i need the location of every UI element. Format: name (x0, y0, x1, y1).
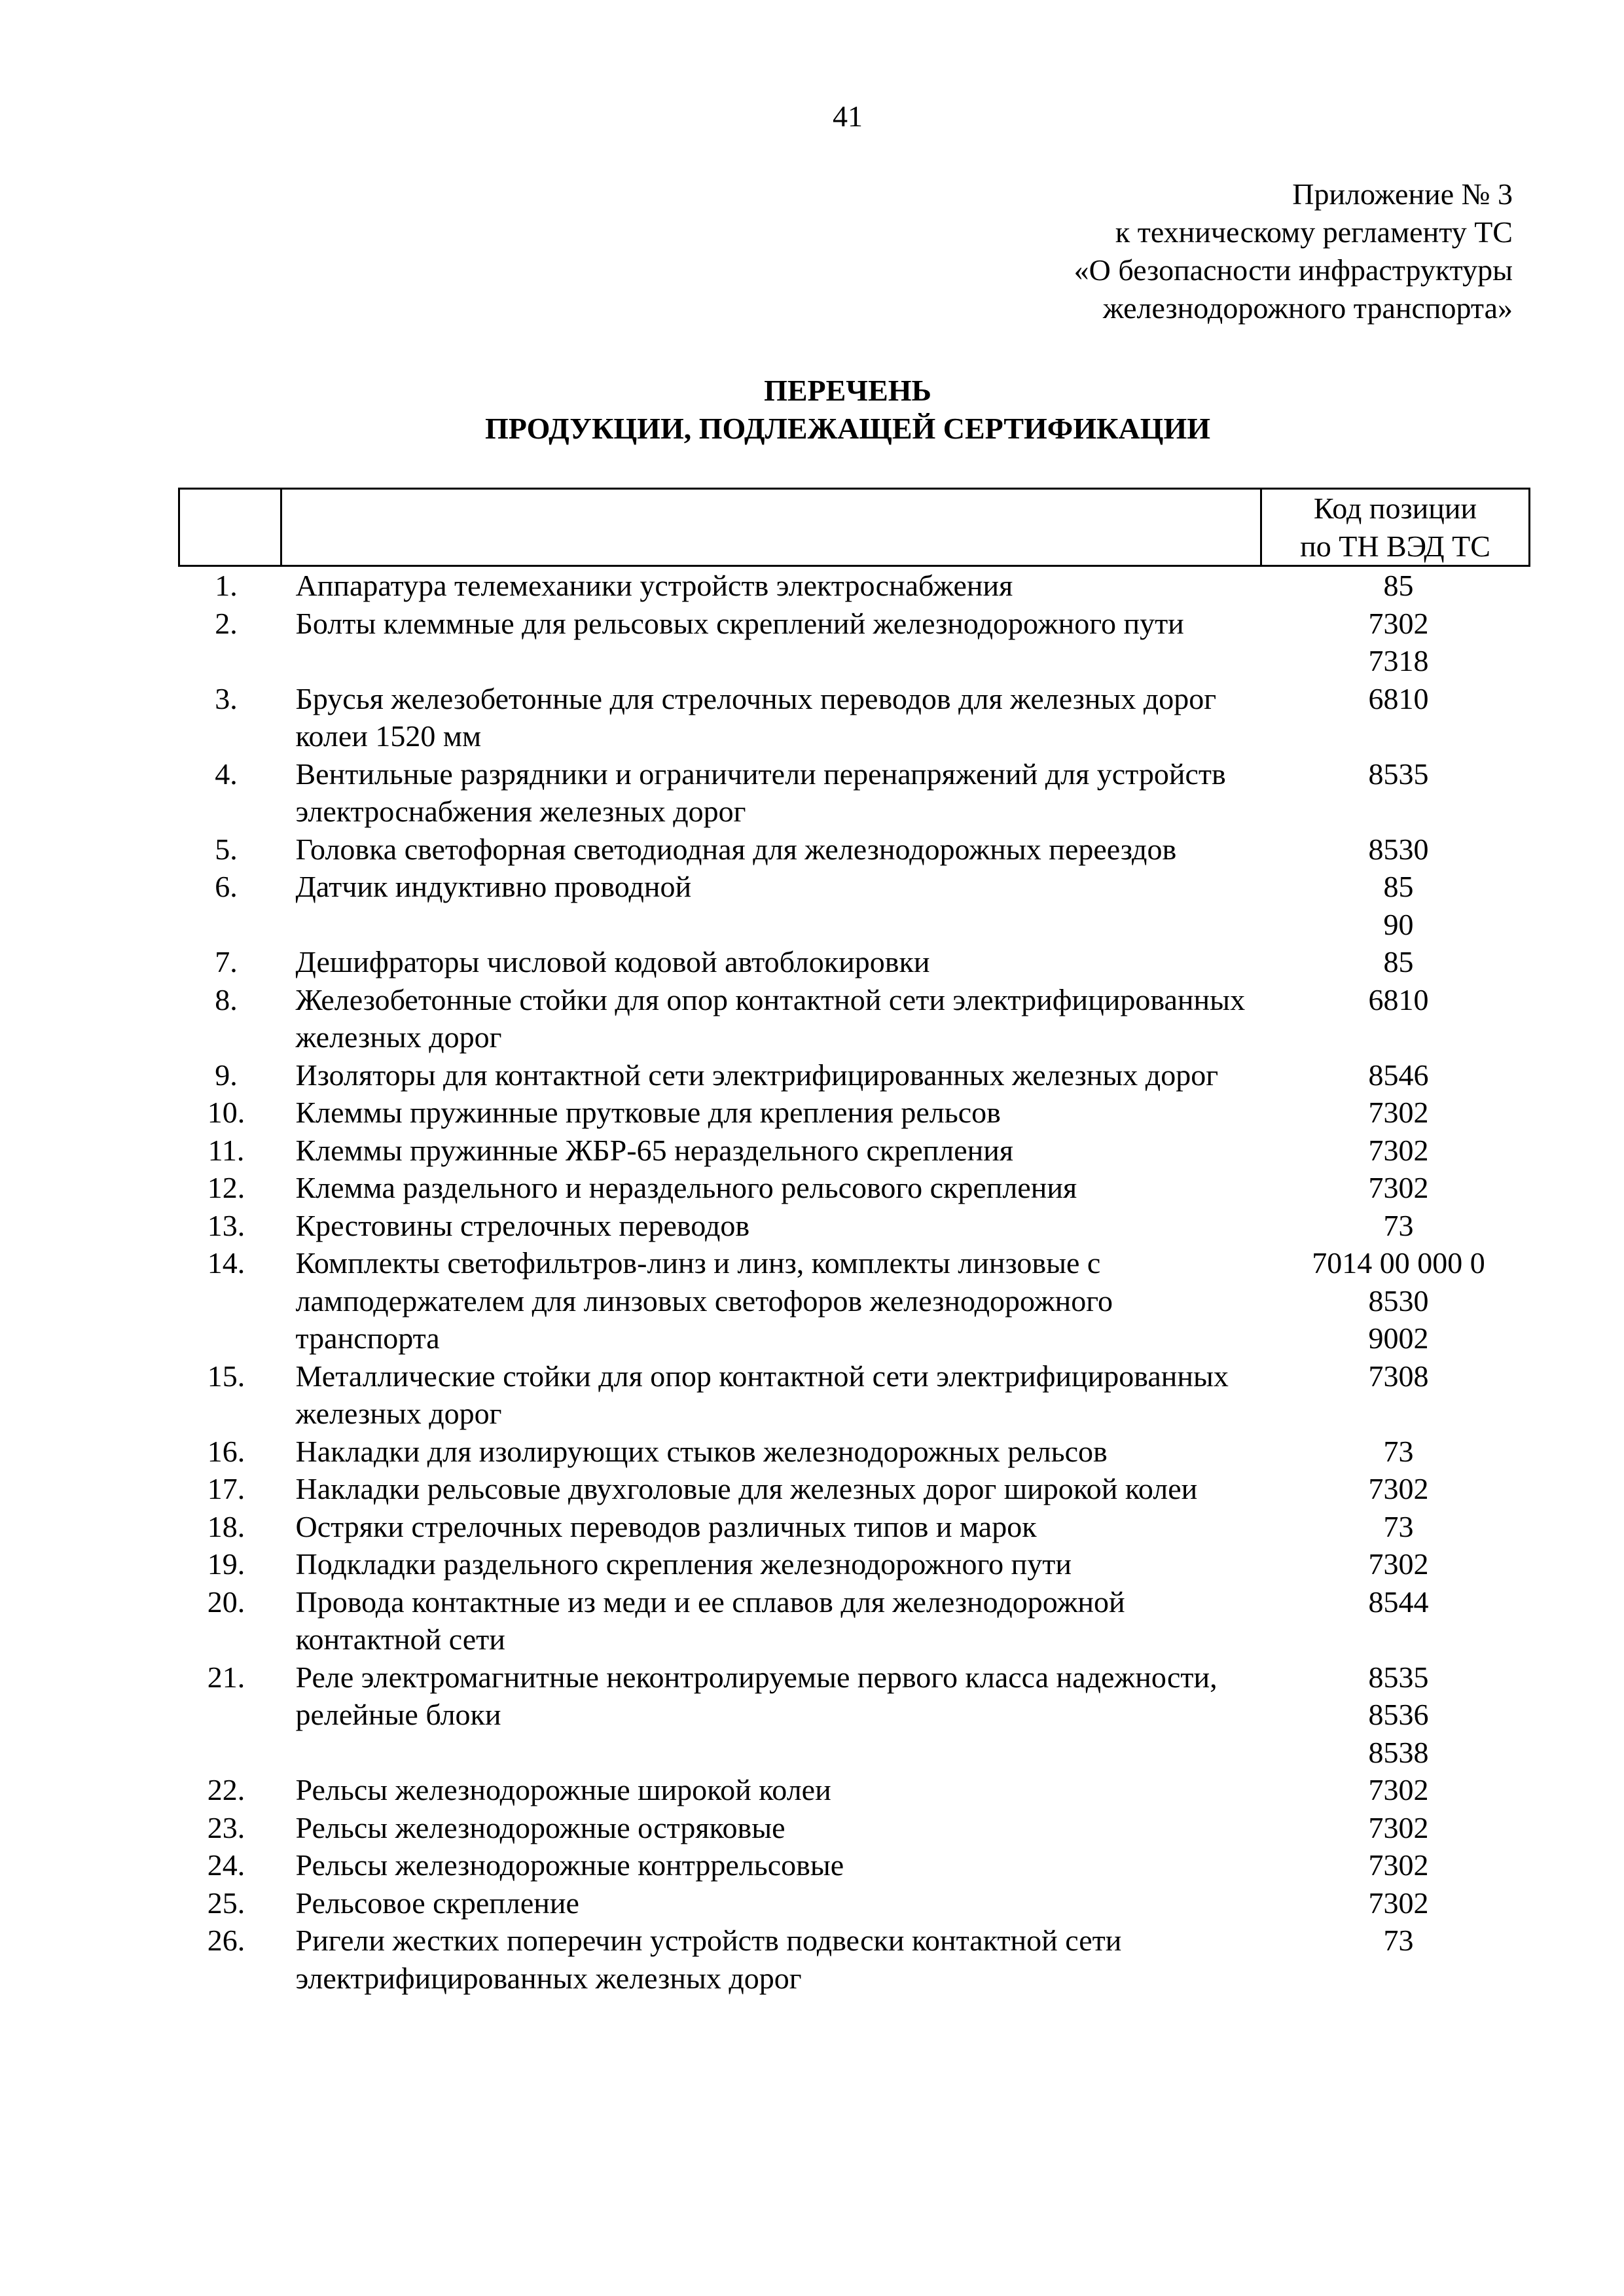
tnved-codes (1261, 1508, 1530, 1546)
product-name: Датчик индуктивно проводной (295, 870, 692, 903)
row-number: 26. (207, 1924, 245, 1957)
product-name: Рельсы железнодорожные остряковые (295, 1810, 785, 1844)
table-row (179, 1433, 1530, 1471)
product-name: Железобетонные стойки для опор контактной сети электрифицированных железных дорог (295, 982, 1246, 1054)
tnved-code: 73 (1383, 1924, 1414, 1957)
table-row (179, 981, 1530, 1056)
product-name: Вентильные разрядники и ограничители перенапряжений для устройств электроснабжения железных дорог (295, 757, 1226, 828)
tnved-code: 8535 (1368, 1660, 1429, 1694)
header-code-line-2: по ТН ВЭД ТС (1300, 529, 1490, 563)
title-line-1: ПЕРЕЧЕНЬ (764, 374, 931, 407)
table-row (179, 1132, 1530, 1170)
tnved-codes (1261, 1659, 1530, 1772)
appendix-line-4: железнодорожного транспорта» (1102, 291, 1513, 325)
tnved-code: 7302 (1368, 1848, 1429, 1882)
tnved-codes (1261, 1470, 1530, 1508)
row-number: 23. (207, 1810, 245, 1844)
tnved-code: 7014 00 000 0 (1312, 1246, 1485, 1280)
table-row (179, 1809, 1530, 1847)
tnved-code: 85 (1383, 569, 1414, 602)
tnved-code: 7302 (1368, 606, 1429, 640)
table-row (179, 1508, 1530, 1546)
tnved-codes (1261, 605, 1530, 680)
row-number: 4. (215, 757, 238, 791)
table-header (179, 489, 1530, 566)
tnved-codes (1261, 1169, 1530, 1207)
tnved-codes (1261, 981, 1530, 1056)
table-row (179, 1094, 1530, 1132)
table-row (179, 831, 1530, 869)
row-number: 14. (207, 1246, 245, 1280)
header-code-cell (1261, 489, 1530, 566)
tnved-code: 7302 (1368, 1096, 1429, 1129)
tnved-codes (1261, 755, 1530, 831)
row-number: 10. (207, 1096, 245, 1129)
tnved-code: 73 (1383, 1509, 1414, 1543)
tnved-code: 85 (1383, 945, 1414, 978)
row-number: 22. (207, 1773, 245, 1806)
tnved-code: 73 (1383, 1434, 1414, 1468)
tnved-code: 7318 (1368, 644, 1429, 677)
tnved-code: 8536 (1368, 1698, 1429, 1731)
table-row (179, 1771, 1530, 1809)
table-header-row (179, 489, 1530, 566)
tnved-codes (1261, 943, 1530, 981)
header-number-cell (179, 489, 281, 566)
table-row (179, 868, 1530, 943)
header-name-cell (281, 489, 1261, 566)
tnved-code: 9002 (1368, 1321, 1429, 1355)
product-name: Реле электромагнитные неконтролируемые первого класса надежности, релейные блоки (295, 1660, 1218, 1731)
tnved-codes (1261, 1132, 1530, 1170)
tnved-codes (1261, 868, 1530, 943)
tnved-codes (1261, 831, 1530, 869)
tnved-codes (1261, 1922, 1530, 1997)
row-number: 7. (215, 945, 238, 978)
table-row (179, 1207, 1530, 1245)
product-name: Болты клеммные для рельсовых скреплений железнодорожного пути (295, 606, 1184, 640)
row-number: 20. (207, 1585, 245, 1619)
row-number: 16. (207, 1434, 245, 1468)
document-title (0, 372, 1624, 448)
product-name: Клемма раздельного и нераздельного рельсового скрепления (295, 1171, 1077, 1204)
row-number: 2. (215, 606, 238, 640)
product-name: Рельсы железнодорожные контррельсовые (295, 1848, 844, 1882)
table-row (179, 1659, 1530, 1772)
certification-products-table (178, 488, 1530, 1997)
product-name: Крестовины стрелочных переводов (295, 1208, 750, 1242)
row-number: 8. (215, 982, 238, 1016)
product-name: Провода контактные из меди и ее сплавов для железнодорожной контактной сети (295, 1585, 1125, 1656)
tnved-code: 6810 (1368, 681, 1429, 715)
tnved-code: 6810 (1368, 982, 1429, 1016)
row-number: 15. (207, 1359, 245, 1393)
tnved-code: 7302 (1368, 1171, 1429, 1204)
table-row (179, 1545, 1530, 1583)
product-name: Изоляторы для контактной сети электрифицированных железных дорог (295, 1058, 1219, 1092)
tnved-codes (1261, 1809, 1530, 1847)
tnved-codes (1261, 1094, 1530, 1132)
tnved-code: 85 (1383, 870, 1414, 903)
tnved-code: 7302 (1368, 1472, 1429, 1505)
table-row (179, 605, 1530, 680)
tnved-code: 8546 (1368, 1058, 1429, 1092)
table-body (179, 566, 1530, 1998)
row-number: 3. (215, 681, 238, 715)
product-name: Брусья железобетонные для стрелочных переводов для железных дорог колеи 1520 мм (295, 681, 1217, 753)
row-number: 12. (207, 1171, 245, 1204)
table-row (179, 1846, 1530, 1884)
table-row (179, 1884, 1530, 1922)
table-row (179, 1357, 1530, 1433)
product-name: Головка светофорная светодиодная для железнодорожных переездов (295, 832, 1177, 866)
tnved-code: 7302 (1368, 1547, 1429, 1581)
header-code-line-1: Код позиции (1313, 492, 1477, 525)
tnved-code: 8544 (1368, 1585, 1429, 1619)
row-number: 21. (207, 1660, 245, 1694)
appendix-reference (1074, 175, 1513, 327)
row-number: 25. (207, 1886, 245, 1920)
table-row (179, 1922, 1530, 1997)
row-number: 11. (208, 1133, 245, 1167)
product-name: Накладки для изолирующих стыков железнодорожных рельсов (295, 1434, 1108, 1468)
tnved-code: 8535 (1368, 757, 1429, 791)
tnved-codes (1261, 1357, 1530, 1433)
tnved-codes (1261, 1583, 1530, 1659)
row-number: 9. (215, 1058, 238, 1092)
tnved-code: 7302 (1368, 1773, 1429, 1806)
table-row (179, 1583, 1530, 1659)
product-name: Металлические стойки для опор контактной сети электрифицированных железных дорог (295, 1359, 1229, 1430)
tnved-codes (1261, 1884, 1530, 1922)
row-number: 13. (207, 1208, 245, 1242)
table-row (179, 566, 1530, 605)
product-name: Дешифраторы числовой кодовой автоблокировки (295, 945, 930, 978)
product-name: Накладки рельсовые двухголовые для железных дорог широкой колеи (295, 1472, 1198, 1505)
row-number: 17. (207, 1472, 245, 1505)
tnved-codes (1261, 1244, 1530, 1357)
tnved-code: 8530 (1368, 832, 1429, 866)
tnved-codes (1261, 566, 1530, 605)
appendix-line-2: к техническому регламенту ТС (1115, 215, 1513, 249)
tnved-code: 73 (1383, 1208, 1414, 1242)
product-name: Остряки стрелочных переводов различных типов и марок (295, 1509, 1037, 1543)
product-name: Комплекты светофильтров-линз и линз, комплекты линзовые с ламподержателем для линзовых светофоров железнодорожного транспорта (295, 1246, 1113, 1355)
row-number: 5. (215, 832, 238, 866)
tnved-code: 90 (1383, 907, 1414, 941)
row-number: 6. (215, 870, 238, 903)
tnved-code: 7302 (1368, 1886, 1429, 1920)
table-row (179, 1244, 1530, 1357)
title-line-2: ПРОДУКЦИИ, ПОДЛЕЖАЩЕЙ СЕРТИФИКАЦИИ (484, 412, 1211, 445)
appendix-line-1: Приложение № 3 (1292, 177, 1513, 211)
table-row (179, 755, 1530, 831)
product-name: Ригели жестких поперечин устройств подвески контактной сети электрифицированных железных дорог (295, 1924, 1122, 1995)
row-number: 1. (215, 569, 238, 602)
appendix-line-3: «О безопасности инфраструктуры (1074, 253, 1513, 287)
table-row (179, 1056, 1530, 1094)
row-number: 24. (207, 1848, 245, 1882)
product-name: Аппаратура телемеханики устройств электроснабжения (295, 569, 1013, 602)
tnved-codes (1261, 1207, 1530, 1245)
tnved-codes (1261, 1771, 1530, 1809)
row-number: 19. (207, 1547, 245, 1581)
tnved-code: 7308 (1368, 1359, 1429, 1393)
tnved-codes (1261, 680, 1530, 755)
tnved-codes (1261, 1545, 1530, 1583)
product-name: Клеммы пружинные прутковые для крепления рельсов (295, 1096, 1001, 1129)
product-name: Рельсовое скрепление (295, 1886, 579, 1920)
tnved-codes (1261, 1846, 1530, 1884)
tnved-code: 7302 (1368, 1133, 1429, 1167)
product-name: Клеммы пружинные ЖБР-65 нераздельного скрепления (295, 1133, 1014, 1167)
product-name: Рельсы железнодорожные широкой колеи (295, 1773, 831, 1806)
page-number: 41 (833, 99, 863, 133)
table-row (179, 680, 1530, 755)
tnved-code: 8530 (1368, 1283, 1429, 1318)
tnved-codes (1261, 1056, 1530, 1094)
tnved-code: 7302 (1368, 1810, 1429, 1844)
row-number: 18. (207, 1509, 245, 1543)
tnved-code: 8538 (1368, 1735, 1429, 1769)
table-row (179, 1470, 1530, 1508)
table-row (179, 943, 1530, 981)
product-name: Подкладки раздельного скрепления железнодорожного пути (295, 1547, 1072, 1581)
tnved-codes (1261, 1433, 1530, 1471)
table-row (179, 1169, 1530, 1207)
